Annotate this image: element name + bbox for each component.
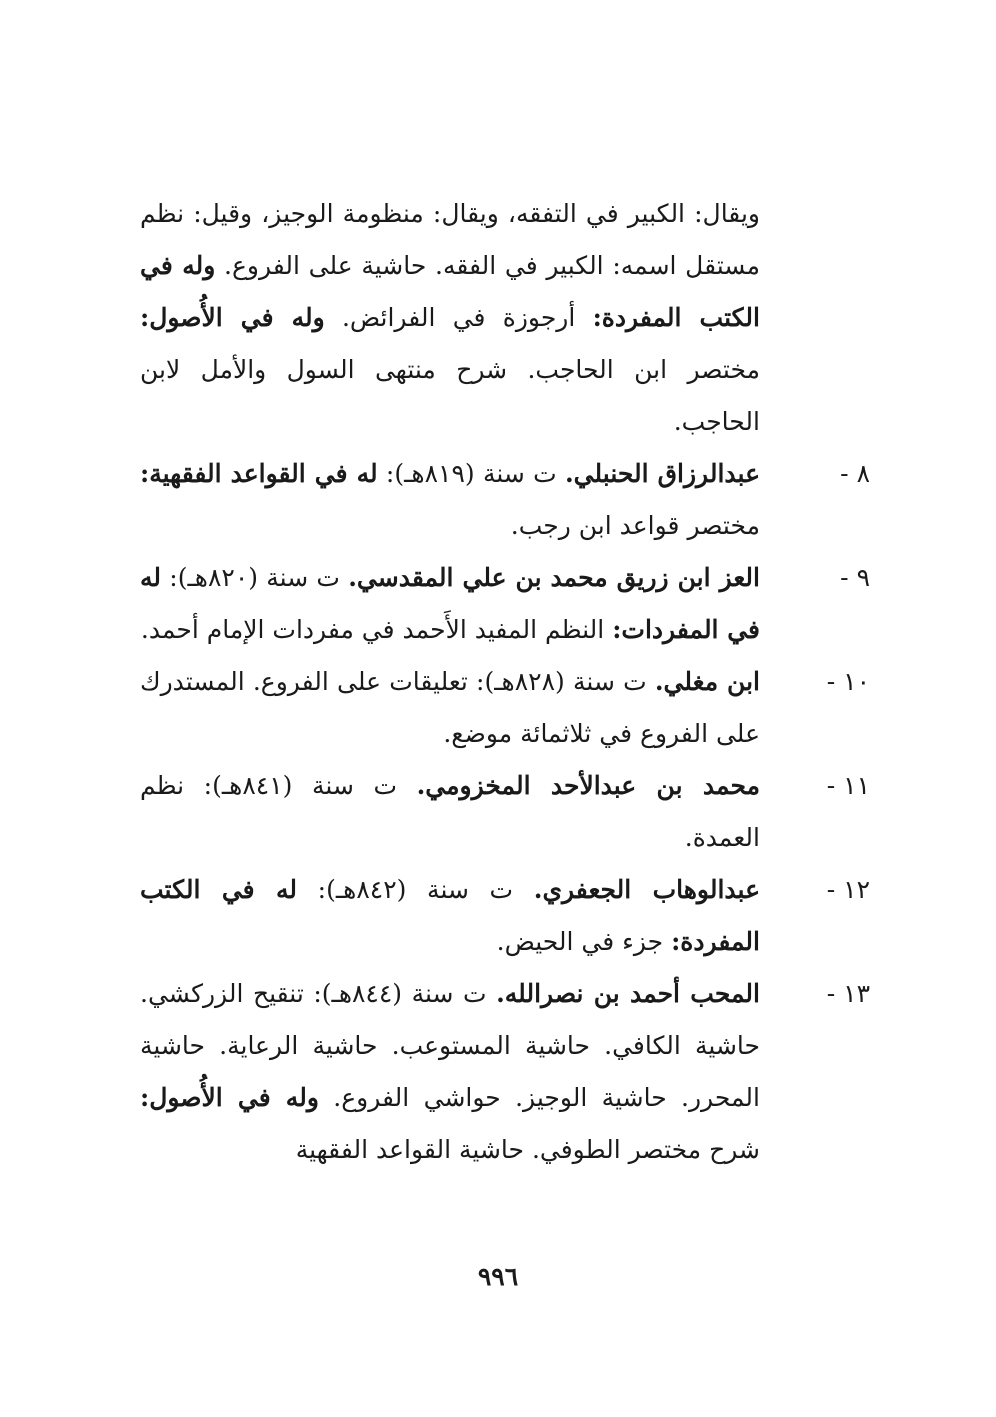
entry-13 — [140, 968, 870, 1176]
intro-bold-1: وله في الكتب المفردة: — [140, 251, 760, 332]
entry-name: المحب أحمد بن نصرالله. — [496, 979, 760, 1008]
intro-text-3: مختصر ابن الحاجب. شرح منتهى السول والأمل لابن الحاجب. — [140, 355, 760, 436]
entry-bold-label: له في القواعد الفقهية: — [140, 459, 378, 488]
entry-name: ابن مغلي. — [654, 667, 760, 696]
entry-name: عبدالرزاق الحنبلي. — [564, 459, 760, 488]
entry-text-2: النظم المفيد الأَحمد في مفردات الإمام أحمد. — [140, 615, 613, 644]
entry-text-2: جزء في الحيض. — [496, 927, 672, 956]
entry-name: محمد بن عبدالأحد المخزومي. — [416, 771, 760, 800]
entry-text: ت سنة (٨٤٤هـ): تنقيح الزركشي. حاشية الكافي. حاشية المستوعب. حاشية الرعاية. حاشية المحرر. حاشية الوجيز. حواشي الفروع. — [140, 979, 760, 1112]
intro-text-1: ويقال: الكبير في التفقه، ويقال: منظومة الوجيز، وقيل: نظم مستقل اسمه: الكبير في الفقه. حاشية على الفروع. — [140, 199, 760, 280]
entry-10 — [140, 656, 870, 760]
entry-number: ١٠ - — [826, 667, 870, 696]
entry-9 — [140, 552, 870, 656]
entry-number: ١٢ - — [826, 875, 870, 904]
entry-name: العز ابن زريق محمد بن علي المقدسي. — [348, 563, 760, 592]
entry-number: ١١ - — [826, 771, 870, 800]
intro-bold-2: وله في الأُصول: — [140, 303, 325, 332]
entry-bold-label: وله في الأُصول: — [140, 1083, 319, 1112]
entry-number: ٨ - — [840, 459, 870, 488]
entry-text-2: شرح مختصر الطوفي. حاشية القواعد الفقهية — [295, 1135, 760, 1164]
entry-8 — [140, 448, 870, 552]
entry-text-2: مختصر قواعد ابن رجب. — [510, 511, 760, 540]
entry-bold-label: له في الكتب المفردة: — [140, 875, 760, 956]
entry-text: ت سنة (٨٢٠هـ): — [161, 563, 349, 592]
entry-text: ت سنة (٨٢٨هـ): تعليقات على الفروع. المستدرك على الفروع في ثلاثمائة موضع. — [140, 667, 760, 748]
page-text — [140, 188, 870, 1176]
entry-number: ٩ - — [840, 563, 870, 592]
entry-bold-label: له في المفردات: — [140, 563, 760, 644]
continuation-paragraph — [140, 188, 760, 448]
intro-text-2: أرجوزة في الفرائض. — [324, 303, 593, 332]
entry-text: ت سنة (٨٤١هـ): نظم العمدة. — [140, 771, 760, 852]
entry-text: ت سنة (٨٤٢هـ): — [297, 875, 534, 904]
entry-text: ت سنة (٨١٩هـ): — [377, 459, 565, 488]
entry-name: عبدالوهاب الجعفري. — [533, 875, 760, 904]
page-number: ٩٩٦ — [477, 1262, 519, 1291]
entry-11 — [140, 760, 870, 864]
entry-12 — [140, 864, 870, 968]
entry-number: ١٣ - — [826, 979, 870, 1008]
